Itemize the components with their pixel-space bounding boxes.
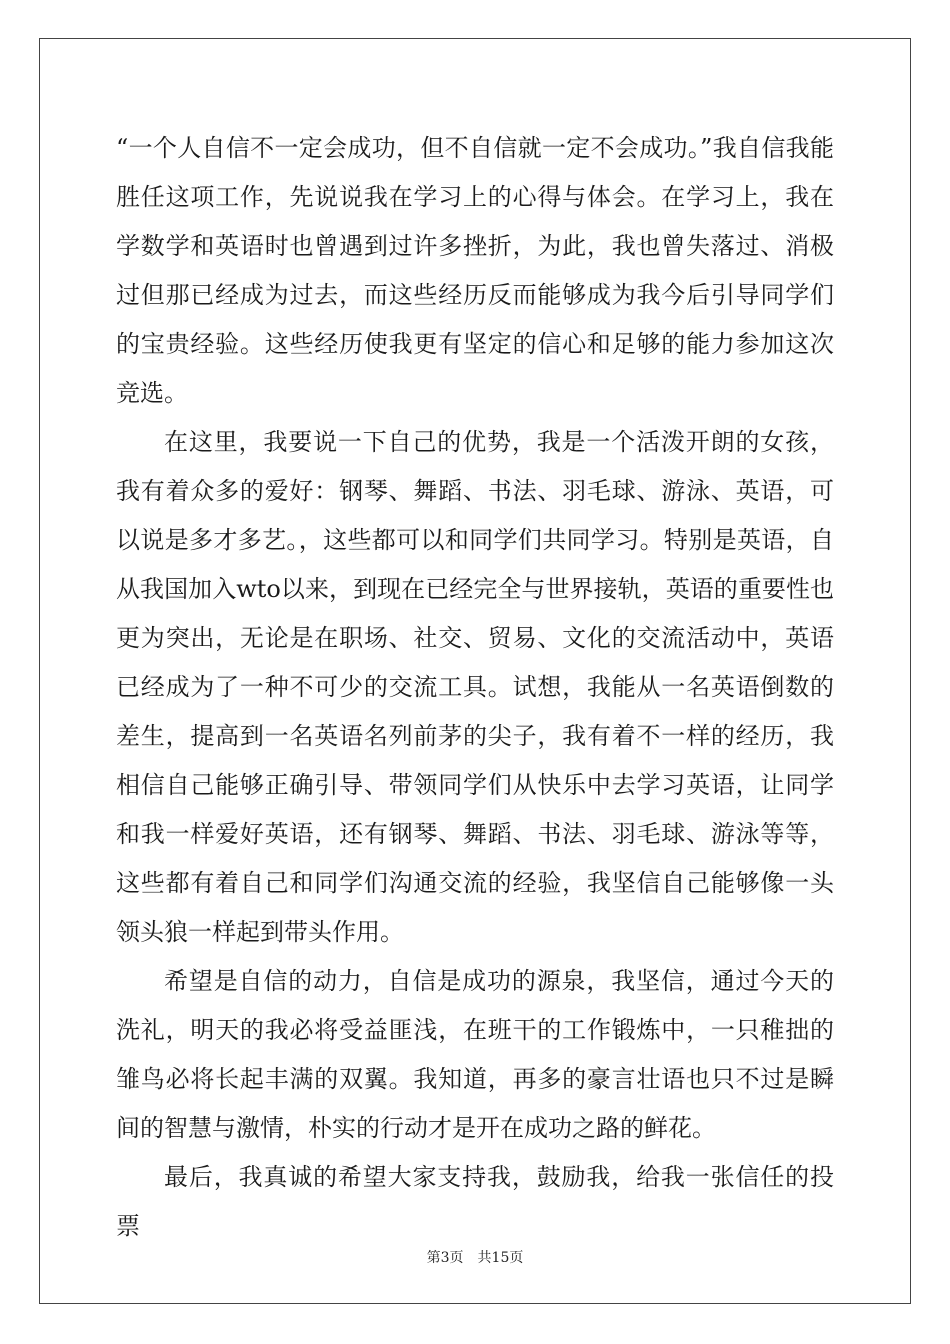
page-footer: 第3页 共15页 [426, 1250, 524, 1266]
paragraph-3: 希望是自信的动力，自信是成功的源泉，我坚信，通过今天的洗礼，明天的我必将受益匪浅，在班干的工作锻炼中，一只稚拙的雏鸟必将长起丰满的双翼。我知道，再多的豪言壮语也只不过是瞬间的智慧与激情，朴实的行动才是开在成功之路的鲜花。 [116, 967, 834, 1142]
paragraph-4: 最后，我真诚的希望大家支持我，鼓励我，给我一张信任的投票 [116, 1163, 834, 1240]
document-body [116, 124, 834, 1251]
paragraph-1: “一个人自信不一定会成功，但不自信就一定不会成功。”我自信我能胜任这项工作，先说说我在学习上的心得与体会。在学习上，我在学数学和英语时也曾遇到过许多挫折，为此，我也曾失落过、消极过但那已经成为过去，而这些经历反而能够成为我今后引导同学们的宝贵经验。这些经历使我更有坚定的信心和足够的能力参加这次竞选。 [116, 134, 834, 407]
paragraph-2: 在这里，我要说一下自己的优势，我是一个活泼开朗的女孩，我有着众多的爱好：钢琴、舞蹈、书法、羽毛球、游泳、英语，可以说是多才多艺。，这些都可以和同学们共同学习。特别是英语，自从我国加入wto以来，到现在已经完全与世界接轨，英语的重要性也更为突出，无论是在职场、社交、贸易、文化的交流活动中，英语已经成为了一种不可少的交流工具。试想，我能从一名英语倒数的差生，提高到一名英语名列前茅的尖子，我有着不一样的经历，我相信自己能够正确引导、带领同学们从快乐中去学习英语，让同学和我一样爱好英语，还有钢琴、舞蹈、书法、羽毛球、游泳等等，这些都有着自己和同学们沟通交流的经验，我坚信自己能够像一头领头狼一样起到带头作用。 [116, 428, 834, 946]
